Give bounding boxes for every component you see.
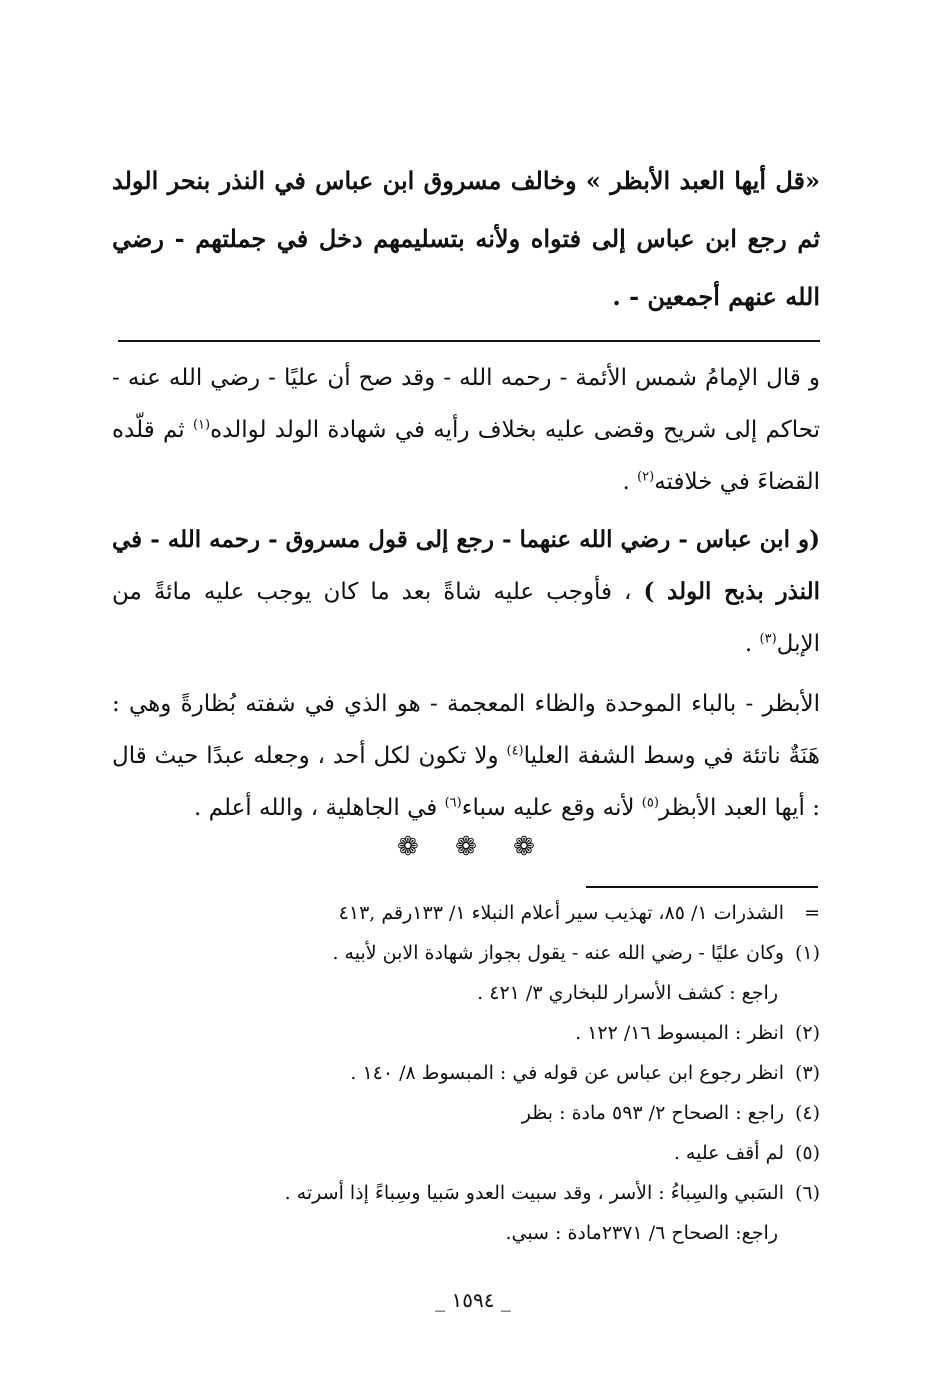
footnote-text: السَبي والسِباءُ : الأسر ، وقد سبيت العدو سَبيا وسِباءً إذا أسرته . — [284, 1182, 784, 1204]
footnote-item — [230, 893, 820, 933]
section-divider — [118, 340, 820, 342]
paragraph-text: لأنه وقع عليه سباء — [461, 795, 642, 821]
paragraph-text: ثم قلّده القضاءَ في خلافته — [112, 417, 820, 495]
footnote-text: الشذرات ١/ ٨٥، تهذيب سير أعلام النبلاء ١/ ١٣٣رقم ,٤١٣ — [338, 902, 784, 924]
footnote-item — [230, 1133, 820, 1173]
paragraph-text: . — [744, 631, 760, 657]
footnote-ref-6[interactable]: (٦) — [444, 795, 462, 811]
footnote-ref-1[interactable]: (١) — [192, 417, 211, 433]
flower-ornament-icon: ❁ ❁ ❁ — [397, 832, 549, 862]
matn-quote: (و ابن عباس - رضي الله عنهما - رجع إلى قول مسروق - رحمه الله - في النذر بذبح الولد ) — [112, 526, 820, 605]
page-number: _ ١٥٩٤ _ — [435, 1288, 511, 1312]
footnote-ref-2[interactable]: (٢) — [637, 469, 655, 485]
footnote-ref-3[interactable]: (٣) — [759, 631, 777, 647]
quoted-text-block — [112, 152, 820, 326]
paragraph-al-abzar — [112, 678, 820, 834]
footnote-text: راجع : الصحاح ٢/ ٥٩٣ مادة : بظر — [521, 1102, 784, 1124]
footnote-item — [230, 973, 820, 1013]
footnotes-list — [230, 893, 820, 1253]
footnote-number: (٦) — [794, 1182, 820, 1204]
footnote-ref-4[interactable]: (٤) — [506, 743, 524, 759]
footnote-item — [230, 1093, 820, 1133]
footnote-item — [230, 1213, 820, 1253]
paragraph-shams-al-aimma — [112, 352, 820, 508]
footnote-number: (١) — [794, 942, 820, 964]
paragraph-text: ولا تكون لكل أحد ، وجعله عبدًا حيث قال : أيها العبد الأبظر — [112, 743, 820, 821]
footnote-text: راجع : كشف الأسرار للبخاري ٣/ ٤٢١ . — [477, 982, 778, 1004]
footnote-text: انظر رجوع ابن عباس عن قوله في : المبسوط ٨/ ١٤٠ . — [350, 1062, 784, 1084]
footnote-number: (٢) — [794, 1022, 820, 1044]
footnote-item — [230, 1013, 820, 1053]
footnote-number: (٣) — [794, 1062, 820, 1084]
footnote-item — [230, 933, 820, 973]
paragraph-text: ، فأوجب عليه شاةً بعد ما كان يوجب عليه مائةً من الإبل — [112, 579, 820, 657]
paragraph-text: و قال الإمامُ شمس الأئمة - رحمه الله - وقد صح أن عليًا - رضي الله عنه - تحاكم إلى شريح وقضى عليه بخلاف رأيه في شهادة الولد لوالده — [112, 365, 820, 443]
paragraph-text: . — [622, 469, 638, 495]
footnote-number: (٥) — [794, 1142, 820, 1164]
paragraph-text: في الجاهلية ، والله أعلم . — [194, 795, 445, 821]
footnote-text: لم أقف عليه . — [673, 1142, 784, 1164]
footnote-text: راجع: الصحاح ٦/ ٢٣٧١مادة : سبي. — [505, 1222, 778, 1244]
footnote-number: = — [804, 902, 820, 924]
footnote-ref-5[interactable]: (٥) — [641, 795, 659, 811]
paragraph-ibn-abbas — [112, 514, 820, 670]
footnotes-divider — [586, 886, 818, 888]
footnote-item — [230, 1173, 820, 1213]
footnote-item — [230, 1053, 820, 1093]
footnote-text: انظر : المبسوط ١٦/ ١٢٢ . — [575, 1022, 784, 1044]
paragraph-text: الأبظر - بالباء الموحدة والظاء المعجمة - هو الذي في شفته بُظارةً وهي : هَنَةٌ ناتئة في وسط الشفة العليا — [112, 691, 820, 769]
footnote-number: (٤) — [794, 1102, 820, 1124]
quoted-text: «قل أيها العبد الأبظر » وخالف مسروق ابن عباس في النذر بنحر الولد ثم رجع ابن عباس إلى فتواه ولأنه بتسليمهم دخل في جملتهم - رضي الله عنهم أجمعين - . — [112, 166, 820, 311]
footnote-text: وكان عليًا - رضي الله عنه - يقول بجواز شهادة الابن لأبيه . — [332, 942, 784, 964]
